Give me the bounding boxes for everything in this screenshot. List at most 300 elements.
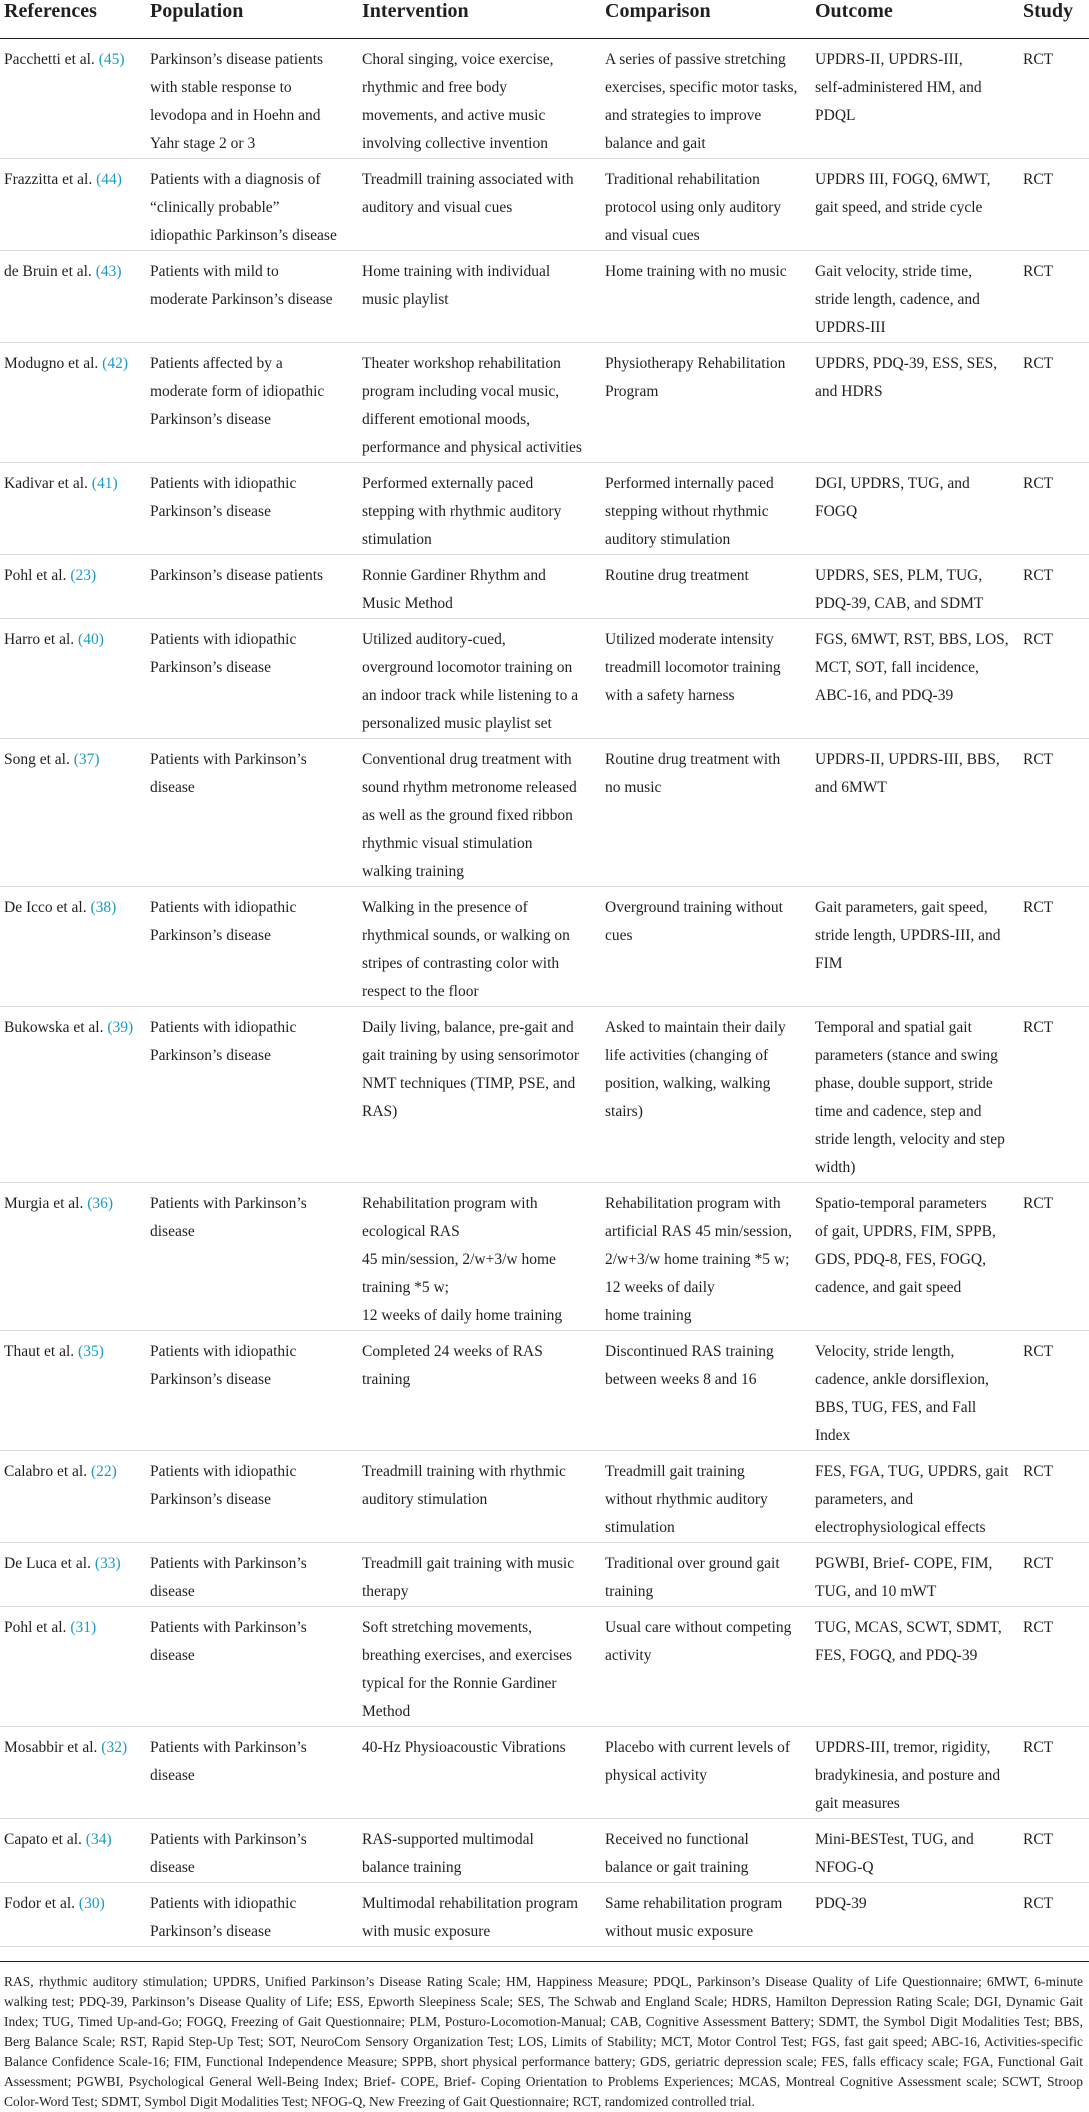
reference-citation-link[interactable]: (35)	[78, 1343, 104, 1360]
table-row	[0, 1007, 1089, 1183]
cell-reference	[0, 1607, 148, 1727]
reference-citation-link[interactable]: (43)	[95, 263, 122, 280]
cell-reference	[0, 1451, 148, 1543]
cell-intervention-line: different emotional moods,	[362, 411, 531, 428]
cell-study: RCT	[1021, 251, 1089, 343]
cell-comparison	[603, 739, 813, 887]
cell-outcome-line: PDQ-39	[815, 1895, 867, 1912]
reference-author: Calabro et al.	[4, 1463, 88, 1480]
cell-intervention-line: 40-Hz Physioacoustic Vibrations	[362, 1739, 566, 1756]
cell-population-line: Parkinson’s disease	[150, 1923, 271, 1940]
cell-comparison-line: Usual care without competing	[605, 1619, 792, 1636]
cell-intervention-line: Home training with individual	[362, 263, 551, 280]
cell-comparison-line: treadmill locomotor training	[605, 659, 781, 676]
cell-comparison	[603, 463, 813, 555]
cell-outcome	[813, 555, 1021, 619]
cell-intervention	[360, 39, 603, 159]
cell-reference	[0, 555, 148, 619]
cell-study: RCT	[1021, 1331, 1089, 1451]
cell-outcome-line: Velocity, stride length,	[815, 1343, 955, 1360]
cell-intervention	[360, 619, 603, 739]
cell-population-line: Patients with idiopathic	[150, 1463, 297, 1480]
cell-reference	[0, 619, 148, 739]
cell-comparison-line: Same rehabilitation program	[605, 1895, 783, 1912]
cell-outcome-line: stride length, cadence, and	[815, 291, 980, 308]
cell-study: RCT	[1021, 619, 1089, 739]
cell-population-line: Parkinson’s disease	[150, 503, 271, 520]
reference-citation-link[interactable]: (41)	[91, 475, 118, 492]
cell-outcome-line: Gait parameters, gait speed,	[815, 899, 988, 916]
cell-population-line: Parkinson’s disease	[150, 659, 271, 676]
cell-comparison-line: 12 weeks of daily	[605, 1279, 715, 1296]
cell-intervention-line: Walking in the presence of	[362, 899, 528, 916]
cell-study: RCT	[1021, 1819, 1089, 1883]
cell-comparison-line: Home training with no music	[605, 263, 787, 280]
cell-intervention	[360, 463, 603, 555]
cell-reference	[0, 159, 148, 251]
cell-population-line: Patients with idiopathic	[150, 475, 297, 492]
cell-outcome	[813, 159, 1021, 251]
cell-comparison-line: Rehabilitation program with	[605, 1195, 781, 1212]
cell-study: RCT	[1021, 739, 1089, 887]
cell-intervention-line: Treadmill training with rhythmic	[362, 1463, 566, 1480]
cell-intervention-line: 45 min/session, 2/w+3/w home	[362, 1251, 556, 1268]
cell-outcome-line: Temporal and spatial gait	[815, 1019, 972, 1036]
cell-intervention-line: music playlist	[362, 291, 449, 308]
cell-population-line: moderate Parkinson’s disease	[150, 291, 333, 308]
cell-intervention	[360, 251, 603, 343]
cell-comparison-line: protocol using only auditory	[605, 199, 782, 216]
cell-outcome-line: cadence, ankle dorsiflexion,	[815, 1371, 989, 1388]
reference-author: Murgia et al.	[4, 1195, 84, 1212]
cell-intervention-line: rhythmical sounds, or walking on	[362, 927, 570, 944]
cell-population-line: Parkinson’s disease	[150, 411, 271, 428]
cell-outcome-line: stride length, velocity and step	[815, 1131, 1005, 1148]
reference-author: Pohl et al.	[4, 1619, 67, 1636]
cell-outcome-line: Mini-BESTest, TUG, and	[815, 1831, 974, 1848]
cell-intervention-line: personalized music playlist set	[362, 715, 552, 732]
cell-comparison	[603, 555, 813, 619]
cell-outcome-line: and 6MWT	[815, 779, 887, 796]
cell-population-line: Patients with Parkinson’s	[150, 1555, 307, 1572]
cell-population-line: disease	[150, 1223, 195, 1240]
reference-author: Pacchetti et al.	[4, 51, 95, 68]
table-row	[0, 39, 1089, 159]
cell-comparison	[603, 1819, 813, 1883]
cell-intervention-line: ecological RAS	[362, 1223, 460, 1240]
cell-comparison	[603, 1727, 813, 1819]
reference-citation-link[interactable]: (44)	[96, 171, 122, 188]
cell-outcome	[813, 1819, 1021, 1883]
reference-author: Modugno et al.	[4, 355, 99, 372]
cell-intervention-line: rhythmic and free body	[362, 79, 508, 96]
header-comparison: Comparison	[603, 0, 813, 39]
cell-population	[148, 1819, 360, 1883]
cell-comparison-line: Received no functional	[605, 1831, 749, 1848]
reference-author: Frazzitta et al.	[4, 171, 93, 188]
cell-outcome	[813, 887, 1021, 1007]
cell-population-line: Patients with idiopathic	[150, 899, 297, 916]
table-row	[0, 1883, 1089, 1947]
cell-outcome-line: DGI, UPDRS, TUG, and	[815, 475, 970, 492]
cell-intervention-line: gait training by using sensorimotor	[362, 1047, 579, 1064]
cell-outcome	[813, 1007, 1021, 1183]
table-row	[0, 1607, 1089, 1727]
cell-population	[148, 159, 360, 251]
header-intervention: Intervention	[360, 0, 603, 39]
cell-outcome-line: MCT, SOT, fall incidence,	[815, 659, 979, 676]
cell-outcome-line: UPDRS-III, tremor, rigidity,	[815, 1739, 991, 1756]
cell-intervention-line: an indoor track while listening to a	[362, 687, 579, 704]
cell-population	[148, 1883, 360, 1947]
cell-comparison-line: stepping without rhythmic	[605, 503, 769, 520]
cell-outcome-line: BBS, TUG, FES, and Fall	[815, 1399, 977, 1416]
cell-population-line: Parkinson’s disease patients	[150, 567, 324, 584]
cell-intervention-line: Method	[362, 1703, 411, 1720]
reference-citation-link[interactable]: (32)	[101, 1739, 128, 1756]
cell-intervention-line: Music Method	[362, 595, 453, 612]
cell-comparison-line: position, walking, walking	[605, 1075, 771, 1092]
cell-comparison-line: and visual cues	[605, 227, 700, 244]
cell-intervention-line: involving collective invention	[362, 135, 548, 152]
cell-population-line: Patients with Parkinson’s	[150, 1831, 307, 1848]
cell-outcome	[813, 251, 1021, 343]
cell-population	[148, 619, 360, 739]
reference-citation-link[interactable]: (36)	[87, 1195, 114, 1212]
cell-comparison	[603, 619, 813, 739]
cell-outcome-line: NFOG-Q	[815, 1859, 874, 1876]
table-row	[0, 1727, 1089, 1819]
cell-outcome-line: UPDRS, PDQ-39, ESS, SES,	[815, 355, 998, 372]
cell-comparison-line: activity	[605, 1647, 652, 1664]
cell-comparison-line: Traditional over ground gait	[605, 1555, 780, 1572]
reference-author: de Bruin et al.	[4, 263, 92, 280]
cell-reference	[0, 739, 148, 887]
cell-intervention-line: program including vocal music,	[362, 383, 560, 400]
cell-population-line: Patients with Parkinson’s	[150, 751, 307, 768]
cell-comparison-line: Program	[605, 383, 659, 400]
cell-intervention-line: Treadmill gait training with music	[362, 1555, 575, 1572]
cell-intervention-line: respect to the floor	[362, 983, 479, 1000]
cell-outcome-line: FES, FOGQ, and PDQ-39	[815, 1647, 978, 1664]
reference-author: Harro et al.	[4, 631, 75, 648]
cell-intervention-line: Treadmill training associated with	[362, 171, 574, 188]
cell-outcome-line: bradykinesia, and posture and	[815, 1767, 1001, 1784]
cell-outcome-line: stride length, UPDRS-III, and	[815, 927, 1001, 944]
cell-intervention-line: training	[362, 1371, 411, 1388]
cell-comparison-line: cues	[605, 927, 633, 944]
cell-comparison-line: Traditional rehabilitation	[605, 171, 760, 188]
cell-population	[148, 739, 360, 887]
cell-population-line: Patients with Parkinson’s	[150, 1739, 307, 1756]
header-population: Population	[148, 0, 360, 39]
reference-author: De Icco et al.	[4, 899, 87, 916]
cell-population-line: “clinically probable”	[150, 199, 280, 216]
reference-author: Mosabbir et al.	[4, 1739, 98, 1756]
reference-citation-link[interactable]: (34)	[85, 1831, 112, 1848]
cell-outcome-line: PDQ-39, CAB, and SDMT	[815, 595, 984, 612]
cell-population	[148, 1451, 360, 1543]
cell-study: RCT	[1021, 343, 1089, 463]
cell-comparison-line: A series of passive stretching	[605, 51, 786, 68]
cell-intervention-line: breathing exercises, and exercises	[362, 1647, 573, 1664]
cell-reference	[0, 1183, 148, 1331]
cell-intervention	[360, 1543, 603, 1607]
cell-study: RCT	[1021, 159, 1089, 251]
reference-author: Pohl et al.	[4, 567, 67, 584]
cell-population-line: with stable response to	[150, 79, 292, 96]
cell-population-line: Patients with idiopathic	[150, 1895, 297, 1912]
cell-study: RCT	[1021, 463, 1089, 555]
cell-study: RCT	[1021, 39, 1089, 159]
cell-population-line: moderate form of idiopathic	[150, 383, 325, 400]
cell-population	[148, 1727, 360, 1819]
cell-intervention-line: balance training	[362, 1859, 462, 1876]
table-row	[0, 1543, 1089, 1607]
reference-author: Bukowska et al.	[4, 1019, 104, 1036]
cell-intervention-line: stripes of contrasting color with	[362, 955, 560, 972]
reference-citation-link[interactable]: (33)	[94, 1555, 121, 1572]
cell-reference	[0, 1331, 148, 1451]
cell-intervention-line: sound rhythm metronome released	[362, 779, 577, 796]
cell-intervention-line: Daily living, balance, pre-gait and	[362, 1019, 574, 1036]
cell-comparison-line: Performed internally paced	[605, 475, 774, 492]
cell-comparison-line: stimulation	[605, 1519, 675, 1536]
cell-comparison	[603, 1007, 813, 1183]
cell-intervention	[360, 1883, 603, 1947]
cell-outcome-line: FES, FGA, TUG, UPDRS, gait	[815, 1463, 1009, 1480]
cell-outcome	[813, 1183, 1021, 1331]
header-outcome: Outcome	[813, 0, 1021, 39]
cell-comparison	[603, 251, 813, 343]
cell-population-line: Parkinson’s disease	[150, 1491, 271, 1508]
cell-intervention-line: NMT techniques (TIMP, PSE, and	[362, 1075, 576, 1092]
cell-intervention	[360, 1727, 603, 1819]
cell-comparison-line: Utilized moderate intensity	[605, 631, 774, 648]
cell-comparison-line: Placebo with current levels of	[605, 1739, 791, 1756]
cell-study: RCT	[1021, 1727, 1089, 1819]
cell-outcome-line: UPDRS III, FOGQ, 6MWT,	[815, 171, 991, 188]
cell-population	[148, 1007, 360, 1183]
table-row	[0, 1819, 1089, 1883]
cell-intervention	[360, 1451, 603, 1543]
cell-intervention-line: performance and physical activities	[362, 439, 582, 456]
cell-study: RCT	[1021, 887, 1089, 1007]
table-header	[0, 0, 1089, 39]
cell-population	[148, 39, 360, 159]
cell-population	[148, 555, 360, 619]
cell-intervention	[360, 159, 603, 251]
reference-citation-link[interactable]: (40)	[78, 631, 104, 648]
table-body	[0, 39, 1089, 1947]
cell-population	[148, 343, 360, 463]
table-row	[0, 251, 1089, 343]
cell-comparison-line: without rhythmic auditory	[605, 1491, 768, 1508]
cell-comparison	[603, 1543, 813, 1607]
cell-reference	[0, 39, 148, 159]
cell-outcome-line: Gait velocity, stride time,	[815, 263, 972, 280]
cell-population	[148, 463, 360, 555]
cell-study: RCT	[1021, 1883, 1089, 1947]
reference-citation-link[interactable]: (37)	[73, 751, 100, 768]
table-row	[0, 1331, 1089, 1451]
cell-intervention	[360, 887, 603, 1007]
cell-population-line: disease	[150, 1767, 195, 1784]
reference-author: Capato et al.	[4, 1831, 82, 1848]
cell-intervention	[360, 1183, 603, 1331]
cell-comparison-line: without music exposure	[605, 1923, 754, 1940]
cell-comparison-line: balance and gait	[605, 135, 706, 152]
cell-comparison-line: life activities (changing of	[605, 1047, 769, 1064]
cell-comparison-line: stairs)	[605, 1103, 643, 1120]
cell-intervention-line: as well as the ground fixed ribbon	[362, 807, 573, 824]
cell-outcome-line: self-administered HM, and	[815, 79, 982, 96]
cell-intervention	[360, 1607, 603, 1727]
cell-outcome	[813, 1543, 1021, 1607]
cell-comparison-line: Discontinued RAS training	[605, 1343, 774, 1360]
cell-intervention-line: Ronnie Gardiner Rhythm and	[362, 567, 546, 584]
cell-population-line: Patients with mild to	[150, 263, 279, 280]
cell-outcome-line: FGS, 6MWT, RST, BBS, LOS,	[815, 631, 1009, 648]
reference-citation-link[interactable]: (23)	[70, 567, 97, 584]
cell-outcome-line: and HDRS	[815, 383, 883, 400]
table-footnote: RAS, rhythmic auditory stimulation; UPDRS, Unified Parkinson’s Disease Rating Scale; HM, Happiness Measure; PDQL, Parkinson’s Disease Quality of Life Questionnaire; 6MWT, 6-minute walking test; PDQ-39, Parkinson’s Disease Quality of Life; ESS, Epworth Sleepiness Scale; SES, The Schwab and England Scale; HDRS, Hamilton Depression Rating Scale; DGI, Dynamic Gait Index; TUG, Timed Up-and-Go; FOGQ, Freezing of Gait Questionnaire; PLM, Posturo-Locomotion-Manual; CAB, Cognitive Assessment Battery; SDMT, the Symbol Digit Modalities Test; BBS, Berg Balance Scale; RST, Rapid Step-Up Test; SOT, NeuroCom Sensory Organization Test; LOS, Limits of Stability; MCT, Motor Control Test; FGS, fast gait speed; ABC-16, Activities-specific Balance Confidence Scale-16; FIM, Functional Independence Measure; SPPB, short physical performance battery; GDS, geriatric depression scale; FES, falls efficacy scale; FGA, Functional Gait Assessment; PGWBI, Psychological General Well-Being Index; Brief- COPE, Brief- Coping Orientation to Problems Experiences; MCAS, Montreal Cognitive Assessment scale; SCWT, Stroop Color-Word Test; SDMT, Symbol Digit Modalities Test; NFOG-Q, New Freezing of Gait Questionnaire; RCT, randomized controlled trial.	[0, 1961, 1089, 2112]
cell-intervention-line: RAS)	[362, 1103, 398, 1120]
cell-intervention-line: Completed 24 weeks of RAS	[362, 1343, 543, 1360]
header-study: Study	[1021, 0, 1089, 39]
reference-citation-link[interactable]: (42)	[102, 355, 128, 372]
cell-population-line: Parkinson’s disease patients	[150, 51, 324, 68]
cell-comparison-line: training	[605, 1583, 654, 1600]
reference-citation-link[interactable]: (30)	[78, 1895, 105, 1912]
cell-population-line: Patients with idiopathic	[150, 631, 297, 648]
cell-comparison-line: Asked to maintain their daily	[605, 1019, 786, 1036]
table-row	[0, 887, 1089, 1007]
cell-reference	[0, 251, 148, 343]
cell-intervention	[360, 343, 603, 463]
cell-study: RCT	[1021, 1543, 1089, 1607]
cell-population-line: disease	[150, 1583, 195, 1600]
cell-study: RCT	[1021, 1607, 1089, 1727]
cell-population-line: Patients with Parkinson’s	[150, 1619, 307, 1636]
cell-population-line: Patients with idiopathic	[150, 1343, 297, 1360]
cell-reference	[0, 1883, 148, 1947]
cell-comparison-line: balance or gait training	[605, 1859, 749, 1876]
cell-outcome	[813, 1607, 1021, 1727]
cell-outcome-line: time and cadence, step and	[815, 1103, 982, 1120]
cell-comparison-line: Routine drug treatment with	[605, 751, 781, 768]
cell-population-line: Patients with idiopathic	[150, 1019, 297, 1036]
cell-study: RCT	[1021, 1183, 1089, 1331]
cell-intervention-line: Multimodal rehabilitation program	[362, 1895, 579, 1912]
cell-comparison-line: home training	[605, 1307, 692, 1324]
reference-citation-link[interactable]: (31)	[70, 1619, 97, 1636]
table-row	[0, 1183, 1089, 1331]
reference-citation-link[interactable]: (22)	[90, 1463, 117, 1480]
cell-intervention-line: stimulation	[362, 531, 432, 548]
cell-population-line: Yahr stage 2 or 3	[150, 135, 256, 152]
cell-intervention	[360, 739, 603, 887]
cell-intervention-line: overground locomotor training on	[362, 659, 573, 676]
cell-population-line: Parkinson’s disease	[150, 1047, 271, 1064]
cell-intervention	[360, 1819, 603, 1883]
cell-outcome-line: FOGQ	[815, 503, 858, 520]
cell-intervention-line: RAS-supported multimodal	[362, 1831, 534, 1848]
reference-citation-link[interactable]: (39)	[107, 1019, 134, 1036]
cell-outcome-line: UPDRS, SES, PLM, TUG,	[815, 567, 983, 584]
cell-outcome	[813, 39, 1021, 159]
cell-intervention-line: 12 weeks of daily home training	[362, 1307, 563, 1324]
cell-reference	[0, 887, 148, 1007]
cell-intervention-line: Choral singing, voice exercise,	[362, 51, 554, 68]
cell-reference	[0, 1543, 148, 1607]
cell-comparison	[603, 159, 813, 251]
cell-outcome	[813, 1727, 1021, 1819]
cell-intervention-line: training *5 w;	[362, 1279, 449, 1296]
cell-population-line: levodopa and in Hoehn and	[150, 107, 321, 124]
cell-population-line: disease	[150, 779, 195, 796]
cell-population	[148, 1183, 360, 1331]
cell-comparison-line: no music	[605, 779, 662, 796]
cell-outcome-line: ABC-16, and PDQ-39	[815, 687, 954, 704]
cell-population	[148, 887, 360, 1007]
reference-citation-link[interactable]: (45)	[98, 51, 125, 68]
cell-intervention-line: movements, and active music	[362, 107, 546, 124]
cell-outcome-line: TUG, MCAS, SCWT, SDMT,	[815, 1619, 1002, 1636]
table-row	[0, 555, 1089, 619]
cell-outcome-line: of gait, UPDRS, FIM, SPPB,	[815, 1223, 996, 1240]
cell-comparison-line: between weeks 8 and 16	[605, 1371, 757, 1388]
reference-author: Song et al.	[4, 751, 70, 768]
cell-outcome-line: phase, double support, stride	[815, 1075, 993, 1092]
cell-outcome-line: Spatio-temporal parameters	[815, 1195, 987, 1212]
cell-study: RCT	[1021, 1007, 1089, 1183]
reference-citation-link[interactable]: (38)	[90, 899, 117, 916]
cell-outcome-line: GDS, PDQ-8, FES, FOGQ,	[815, 1251, 986, 1268]
cell-comparison-line: 2/w+3/w home training *5 w;	[605, 1251, 790, 1268]
cell-intervention-line: Conventional drug treatment with	[362, 751, 572, 768]
cell-outcome	[813, 1451, 1021, 1543]
cell-reference	[0, 1727, 148, 1819]
cell-outcome-line: Index	[815, 1427, 851, 1444]
cell-study: RCT	[1021, 1451, 1089, 1543]
header-row	[0, 0, 1089, 39]
cell-intervention-line: auditory and visual cues	[362, 199, 513, 216]
cell-comparison	[603, 887, 813, 1007]
cell-outcome-line: PDQL	[815, 107, 856, 124]
cell-comparison	[603, 1883, 813, 1947]
table-row	[0, 463, 1089, 555]
header-references: References	[0, 0, 148, 39]
cell-reference	[0, 1007, 148, 1183]
cell-comparison	[603, 343, 813, 463]
cell-intervention-line: auditory stimulation	[362, 1491, 488, 1508]
cell-comparison	[603, 39, 813, 159]
cell-intervention-line: typical for the Ronnie Gardiner	[362, 1675, 557, 1692]
cell-population	[148, 1331, 360, 1451]
cell-population-line: Patients affected by a	[150, 355, 283, 372]
table-row	[0, 619, 1089, 739]
cell-comparison-line: exercises, specific motor tasks,	[605, 79, 798, 96]
reference-author: Thaut et al.	[4, 1343, 75, 1360]
table-row	[0, 159, 1089, 251]
cell-comparison	[603, 1451, 813, 1543]
cell-comparison	[603, 1183, 813, 1331]
cell-comparison	[603, 1607, 813, 1727]
cell-intervention	[360, 1331, 603, 1451]
cell-comparison-line: Overground training without	[605, 899, 783, 916]
cell-reference	[0, 1819, 148, 1883]
